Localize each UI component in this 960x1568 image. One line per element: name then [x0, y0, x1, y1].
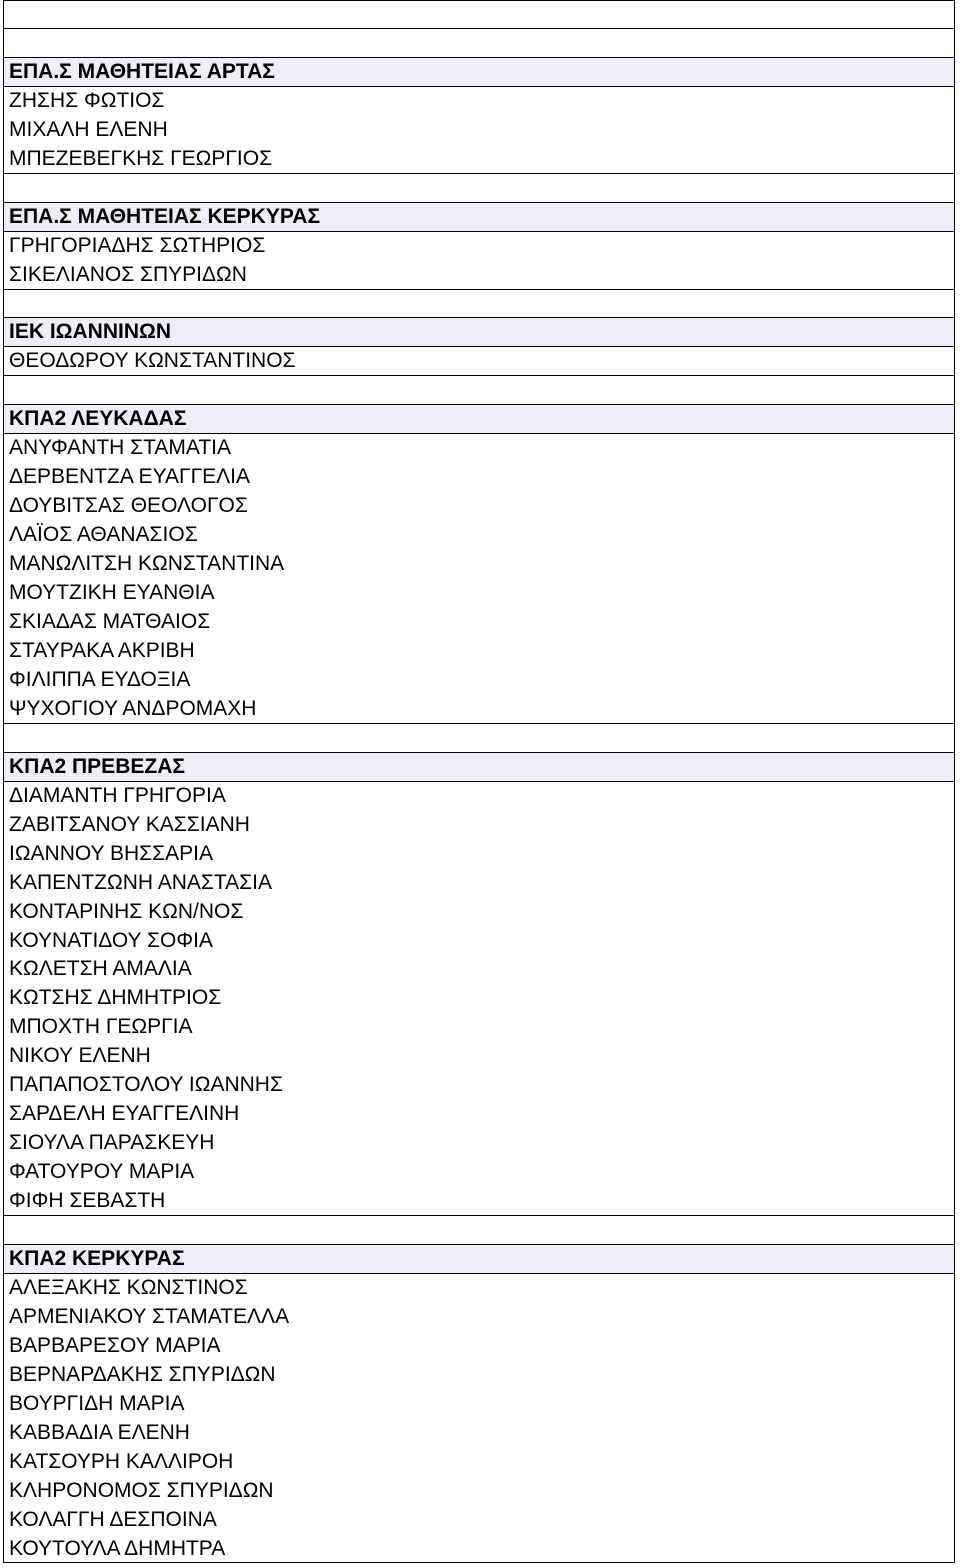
- name-row: ΚΑΤΣΟΥΡΗ ΚΑΛΛΙΡΟΗ: [3, 1448, 955, 1477]
- name-row: ΚΩΤΣΗΣ ΔΗΜΗΤΡΙΟΣ: [3, 984, 955, 1013]
- name-row: ΚΑΒΒΑΔΙΑ ΕΛΕΝΗ: [3, 1419, 955, 1448]
- name-row: ΒΑΡΒΑΡΕΣΟΥ ΜΑΡΙΑ: [3, 1332, 955, 1361]
- name-row: ΚΟΛΑΓΓΗ ΔΕΣΠΟΙΝΑ: [3, 1506, 955, 1535]
- name-row: ΦΙΦΗ ΣΕΒΑΣΤΗ: [3, 1187, 955, 1216]
- name-row: ΣΚΙΑΔΑΣ ΜΑΤΘΑΙΟΣ: [3, 608, 955, 637]
- name-row: ΜΟΥΤΖΙΚΗ ΕΥΑΝΘΙΑ: [3, 579, 955, 608]
- name-row: ΦΑΤΟΥΡΟΥ ΜΑΡΙΑ: [3, 1158, 955, 1187]
- name-row: ΖΗΣΗΣ ΦΩΤΙΟΣ: [3, 87, 955, 116]
- blank-row: [3, 1216, 955, 1245]
- name-row: ΑΡΜΕΝΙΑΚΟΥ ΣΤΑΜΑΤΕΛΛΑ: [3, 1303, 955, 1332]
- name-row: ΚΟΥΤΟΥΛΑ ΔΗΜΗΤΡΑ: [3, 1535, 955, 1564]
- name-row: ΚΩΛΕΤΣΗ ΑΜΑΛΙΑ: [3, 955, 955, 984]
- name-row: ΚΟΥΝΑΤΙΔΟΥ ΣΟΦΙΑ: [3, 927, 955, 956]
- name-row: ΔΙΑΜΑΝΤΗ ΓΡΗΓΟΡΙΑ: [3, 782, 955, 811]
- name-row: ΜΠΟΧΤΗ ΓΕΩΡΓΙΑ: [3, 1013, 955, 1042]
- section-header: ΚΠΑ2 ΚΕΡΚΥΡΑΣ: [3, 1245, 955, 1274]
- section-header: ΕΠΑ.Σ ΜΑΘΗΤΕΙΑΣ ΚΕΡΚΥΡΑΣ: [3, 203, 955, 232]
- name-row: ΜΠΕΖΕΒΕΓΚΗΣ ΓΕΩΡΓΙΟΣ: [3, 145, 955, 174]
- name-row: ΔΕΡΒΕΝΤΖΑ ΕΥΑΓΓΕΛΙΑ: [3, 463, 955, 492]
- blank-row: [3, 0, 955, 29]
- name-row: ΙΩΑΝΝΟΥ ΒΗΣΣΑΡΙΑ: [3, 840, 955, 869]
- section-header: ΕΠΑ.Σ ΜΑΘΗΤΕΙΑΣ ΑΡΤΑΣ: [3, 58, 955, 87]
- name-row: ΖΑΒΙΤΣΑΝΟΥ ΚΑΣΣΙΑΝΗ: [3, 811, 955, 840]
- name-row: ΝΙΚΟΥ ΕΛΕΝΗ: [3, 1042, 955, 1071]
- name-row: ΦΙΛΙΠΠΑ ΕΥΔΟΞΙΑ: [3, 666, 955, 695]
- blank-row: [3, 174, 955, 203]
- name-row: ΣΤΑΥΡΑΚΑ ΑΚΡΙΒΗ: [3, 637, 955, 666]
- section-header: ΚΠΑ2 ΛΕΥΚΑΔΑΣ: [3, 405, 955, 434]
- name-row: ΒΕΡΝΑΡΔΑΚΗΣ ΣΠΥΡΙΔΩΝ: [3, 1361, 955, 1390]
- blank-row: [3, 376, 955, 405]
- name-row: ΑΝΥΦΑΝΤΗ ΣΤΑΜΑΤΙΑ: [3, 434, 955, 463]
- name-row: ΛΑΪΟΣ ΑΘΑΝΑΣΙΟΣ: [3, 521, 955, 550]
- section-header: ΚΠΑ2 ΠΡΕΒΕΖΑΣ: [3, 753, 955, 782]
- name-row: ΜΙΧΑΛΗ ΕΛΕΝΗ: [3, 116, 955, 145]
- blank-row: [3, 29, 955, 58]
- name-row: ΜΑΝΩΛΙΤΣΗ ΚΩΝΣΤΑΝΤΙΝΑ: [3, 550, 955, 579]
- name-row: ΠΑΠΑΠΟΣΤΟΛΟΥ ΙΩΑΝΝΗΣ: [3, 1071, 955, 1100]
- name-row: ΨΥΧΟΓΙΟΥ ΑΝΔΡΟΜΑΧΗ: [3, 695, 955, 724]
- name-row: ΔΟΥΒΙΤΣΑΣ ΘΕΟΛΟΓΟΣ: [3, 492, 955, 521]
- name-row: ΚΟΝΤΑΡΙΝΗΣ ΚΩΝ/ΝΟΣ: [3, 898, 955, 927]
- name-row: ΣΙΟΥΛΑ ΠΑΡΑΣΚΕΥΗ: [3, 1129, 955, 1158]
- name-row: ΒΟΥΡΓΙΔΗ ΜΑΡΙΑ: [3, 1390, 955, 1419]
- name-row: ΘΕΟΔΩΡΟΥ ΚΩΝΣΤΑΝΤΙΝΟΣ: [3, 347, 955, 376]
- name-row: ΓΡΗΓΟΡΙΑΔΗΣ ΣΩΤΗΡΙΟΣ: [3, 232, 955, 261]
- blank-row: [3, 724, 955, 753]
- name-row: ΚΛΗΡΟΝΟΜΟΣ ΣΠΥΡΙΔΩΝ: [3, 1477, 955, 1506]
- name-row: ΣΑΡΔΕΛΗ ΕΥΑΓΓΕΛΙΝΗ: [3, 1100, 955, 1129]
- name-row: ΣΙΚΕΛΙΑΝΟΣ ΣΠΥΡΙΔΩΝ: [3, 261, 955, 290]
- blank-row: [3, 290, 955, 319]
- section-header: ΙΕΚ ΙΩΑΝΝΙΝΩΝ: [3, 318, 955, 347]
- name-row: ΚΑΠΕΝΤΖΩΝΗ ΑΝΑΣΤΑΣΙΑ: [3, 869, 955, 898]
- name-row: ΑΛΕΞΑΚΗΣ ΚΩΝΣΤΙΝΟΣ: [3, 1274, 955, 1303]
